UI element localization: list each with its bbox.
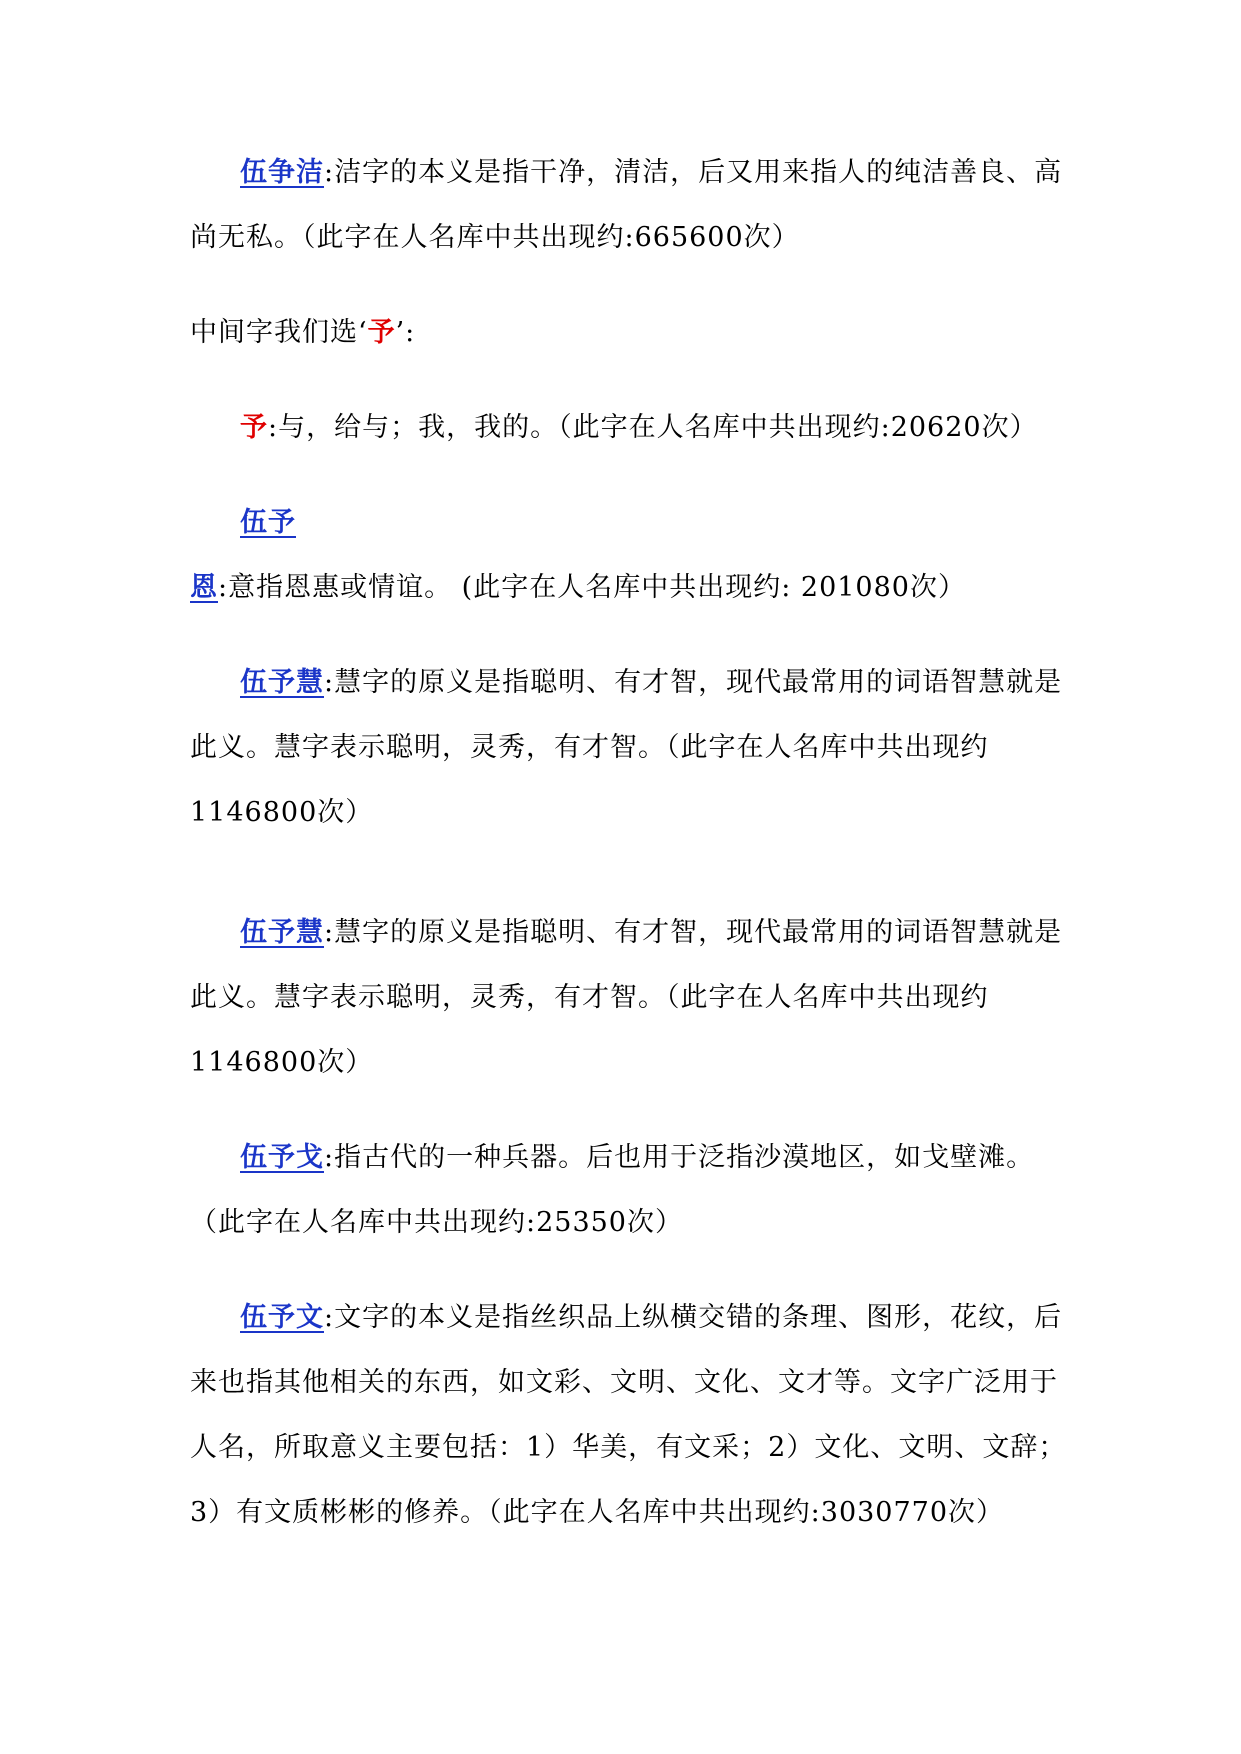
entry-wu-yuhui-1 [190, 650, 1070, 845]
document-page [190, 140, 1070, 1575]
entry-wu-yuhui-2 [190, 900, 1070, 1095]
entry-text: :慧字的原义是指聪明、有才智，现代最常用的词语智慧就是此义。慧字表示聪明，灵秀，有才智。（此字在人名库中共出现约1146800次） [190, 917, 1063, 1078]
entry-wu-yuge [190, 1125, 1070, 1255]
intro-suffix: ’: [395, 317, 416, 348]
name-link-wu-yuhui[interactable]: 伍予慧 [240, 917, 324, 948]
entry-wu-zhengjie [190, 140, 1070, 270]
definition-char: 予 [240, 412, 268, 443]
entry-text: :慧字的原义是指聪明、有才智，现代最常用的词语智慧就是此义。慧字表示聪明，灵秀，有才智。（此字在人名库中共出现约1146800次） [190, 667, 1063, 828]
middle-char-definition [190, 395, 1070, 460]
entry-text: :洁字的本义是指干净，清洁，后又用来指人的纯洁善良、高尚无私。（此字在人名库中共出现约:665600次） [190, 157, 1063, 253]
intro-prefix: 中间字我们选‘ [190, 317, 368, 348]
entry-wu-yuwen [190, 1285, 1070, 1545]
name-link-wu-yuwen[interactable]: 伍予文 [240, 1302, 324, 1333]
definition-text: :与，给与；我，我的。（此字在人名库中共出现约:20620次） [268, 412, 1038, 443]
name-link-wu-yuhui[interactable]: 伍予慧 [240, 667, 324, 698]
entry-text: :意指恩惠或情谊。 (此字在人名库中共出现约: 201080次） [218, 572, 966, 603]
name-link-wu-yuge[interactable]: 伍予戈 [240, 1142, 324, 1173]
entry-text: :文字的本义是指丝织品上纵横交错的条理、图形，花纹，后来也指其他相关的东西，如文彩、文明、文化、文才等。文字广泛用于人名，所取意义主要包括：1）华美，有文采；2）文化、文明、文辞；3）有文质彬彬的修养。（此字在人名库中共出现约:3030770次） [190, 1302, 1067, 1528]
highlighted-char: 予 [367, 317, 396, 348]
middle-char-intro [190, 300, 1070, 365]
entry-wu-yuen [190, 490, 1070, 620]
name-link-wu-zhengjie[interactable]: 伍争洁 [240, 157, 324, 188]
name-link-wu-yuen[interactable]: 伍予恩 [190, 507, 296, 603]
entry-text: :指古代的一种兵器。后也用于泛指沙漠地区，如戈壁滩。（此字在人名库中共出现约:25350次） [190, 1142, 1035, 1238]
